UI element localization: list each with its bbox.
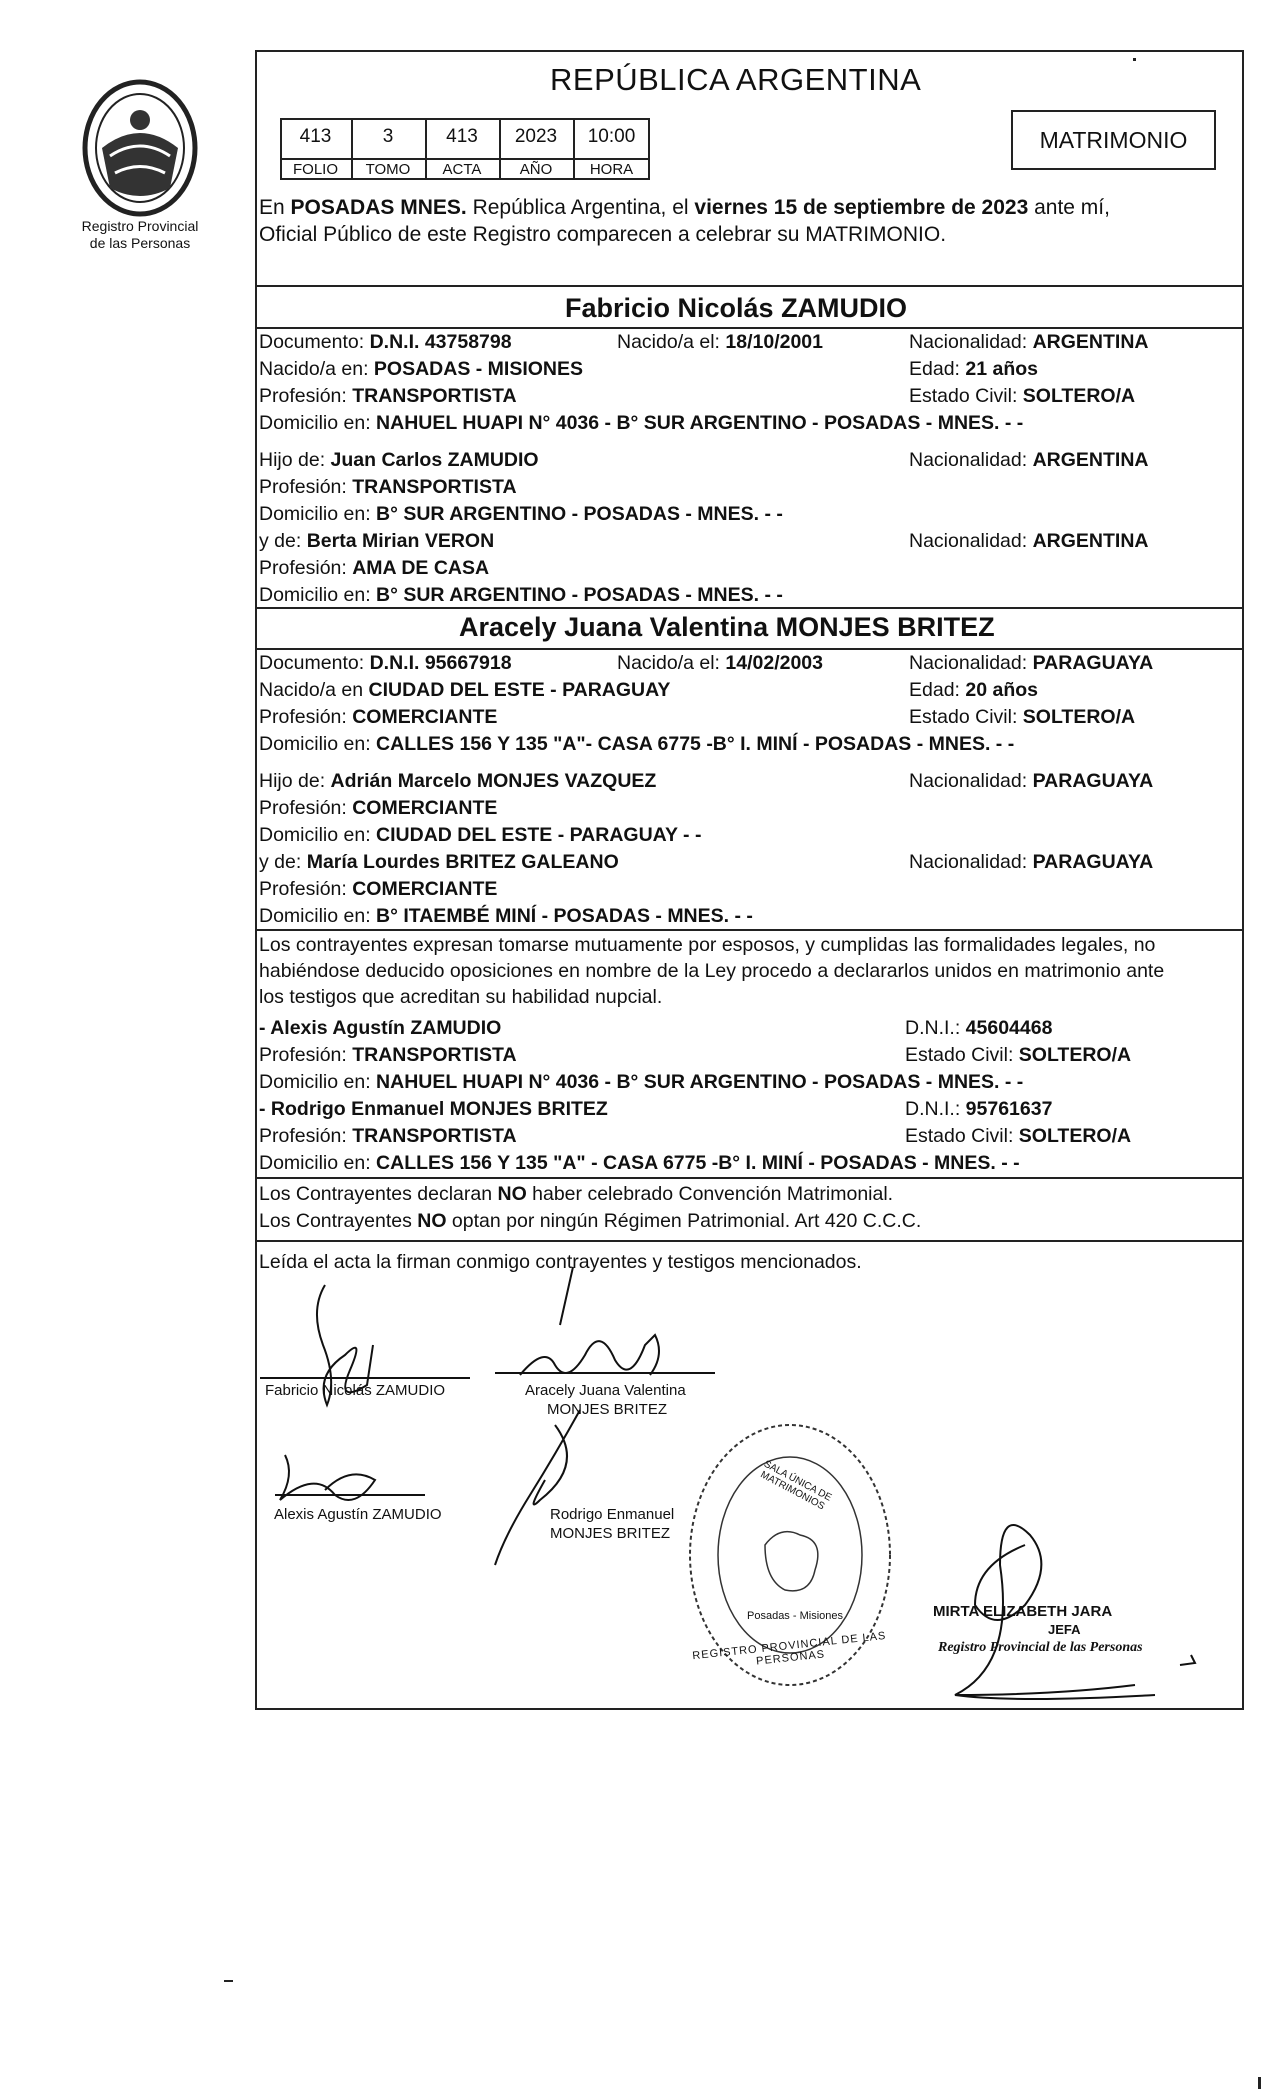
spouse1-mother-profession: Profesión: AMA DE CASA (259, 557, 490, 579)
spouse1-civil-status: Estado Civil: SOLTERO/A (909, 385, 1136, 407)
registry-name-line2: de las Personas (89, 235, 191, 251)
spouse1-address: Domicilio en: NAHUEL HUAPI N° 4036 - B° SUR ARGENTINO - POSADAS - MNES. - - (259, 412, 1024, 434)
closing-text: Leída el acta la firman conmigo contrayentes y testigos mencionados. (259, 1251, 862, 1273)
page-mark-top (1133, 58, 1136, 61)
spouse1-mother-nationality: Nacionalidad: ARGENTINA (909, 530, 1149, 552)
stamp-inner-text: SALA ÚNICA DE MATRIMONIOS (758, 1458, 834, 1513)
witness2-dni: D.N.I.: 95761637 (905, 1098, 1053, 1120)
official-name: MIRTA ELIZABETH JARA (933, 1603, 1113, 1620)
official-title: JEFA (1048, 1622, 1081, 1637)
signature-label-witness2-line2: MONJES BRITEZ (550, 1525, 671, 1542)
signature-label-witness1: Alexis Agustín ZAMUDIO (274, 1506, 442, 1523)
record-type-label: MATRIMONIO (1039, 127, 1188, 153)
spouse1-birthplace: Nacido/a en: POSADAS - MISIONES (259, 358, 584, 380)
tomo-label: TOMO (365, 161, 411, 178)
spouse2-birthdate: Nacido/a el: 14/02/2003 (617, 652, 824, 674)
record-type-box (1011, 110, 1216, 170)
witness2-civil-status: Estado Civil: SOLTERO/A (905, 1125, 1132, 1147)
intro-line-2: Oficial Público de este Registro comparecen a celebrar su MATRIMONIO. (259, 223, 947, 246)
declaration-line-3: los testigos que acreditan su habilidad nupcial. (259, 986, 663, 1008)
stamp-bottom-text: Posadas - Misiones (747, 1610, 843, 1622)
spouse2-birthplace: Nacido/a en CIUDAD DEL ESTE - PARAGUAY (259, 679, 671, 701)
witness2-name: - Rodrigo Enmanuel MONJES BRITEZ (259, 1098, 608, 1120)
folio-value: 413 (299, 126, 332, 147)
spouse2-mother-nationality: Nacionalidad: PARAGUAYA (909, 851, 1154, 873)
registry-logo (70, 78, 210, 218)
spouse2-father: Hijo de: Adrián Marcelo MONJES VAZQUEZ (259, 770, 657, 792)
folio-label: FOLIO (292, 161, 338, 178)
spouse1-name: Fabricio Nicolás ZAMUDIO (565, 293, 908, 323)
signature-label-spouse2-line1: Aracely Juana Valentina (525, 1382, 686, 1399)
regime-line-1: Los Contrayentes declaran NO haber celebrado Convención Matrimonial. (259, 1183, 894, 1205)
spouse1-birthdate: Nacido/a el: 18/10/2001 (617, 331, 824, 353)
spouse1-document: Documento: D.N.I. 43758798 (259, 331, 512, 353)
regime-line-2: Los Contrayentes NO optan por ningún Régimen Patrimonial. Art 420 C.C.C. (259, 1210, 922, 1232)
spouse1-father: Hijo de: Juan Carlos ZAMUDIO (259, 449, 539, 471)
spouse1-nationality: Nacionalidad: ARGENTINA (909, 331, 1149, 353)
spouse2-father-nationality: Nacionalidad: PARAGUAYA (909, 770, 1154, 792)
spouse1-age: Edad: 21 años (909, 358, 1039, 380)
registry-name-line1: Registro Provincial (81, 218, 199, 234)
witness1-civil-status: Estado Civil: SOLTERO/A (905, 1044, 1132, 1066)
acta-value: 413 (446, 126, 478, 147)
spouse2-document: Documento: D.N.I. 95667918 (259, 652, 512, 674)
country-title: REPÚBLICA ARGENTINA (550, 62, 922, 97)
intro-line-1: En POSADAS MNES. República Argentina, el viernes 15 de septiembre de 2023 ante mí, (259, 196, 1110, 219)
stamp-ring-text: REGISTRO PROVINCIAL DE LAS PERSONAS (691, 1629, 887, 1668)
official-org: Registro Provincial de las Personas (938, 1640, 1143, 1655)
spouse2-name: Aracely Juana Valentina MONJES BRITEZ (459, 612, 995, 642)
witness1-address: Domicilio en: NAHUEL HUAPI N° 4036 - B° SUR ARGENTINO - POSADAS - MNES. - - (259, 1071, 1024, 1093)
spouse1-father-profession: Profesión: TRANSPORTISTA (259, 476, 517, 498)
hour-label: HORA (589, 161, 634, 178)
witness1-profession: Profesión: TRANSPORTISTA (259, 1044, 517, 1066)
signature-label-spouse2-line2: MONJES BRITEZ (547, 1401, 668, 1418)
spouse2-mother-profession: Profesión: COMERCIANTE (259, 878, 498, 900)
spouse1-father-nationality: Nacionalidad: ARGENTINA (909, 449, 1149, 471)
hour-value: 10:00 (587, 126, 636, 147)
spouse2-father-address: Domicilio en: CIUDAD DEL ESTE - PARAGUAY - - (259, 824, 702, 846)
spouse1-father-address: Domicilio en: B° SUR ARGENTINO - POSADAS - MNES. - - (259, 503, 783, 525)
spouse2-nationality: Nacionalidad: PARAGUAYA (909, 652, 1154, 674)
declaration-line-1: Los contrayentes expresan tomarse mutuamente por esposos, y cumplidas las formalidades legales, no (259, 934, 1156, 956)
spouse1-profession: Profesión: TRANSPORTISTA (259, 385, 517, 407)
witness2-profession: Profesión: TRANSPORTISTA (259, 1125, 517, 1147)
spouse2-civil-status: Estado Civil: SOLTERO/A (909, 706, 1136, 728)
spouse2-mother-address: Domicilio en: B° ITAEMBÉ MINÍ - POSADAS - MNES. - - (259, 905, 753, 927)
province-seal-icon (70, 78, 210, 218)
witness2-address: Domicilio en: CALLES 156 Y 135 "A" - CASA 6775 -B° I. MINÍ - POSADAS - MNES. - - (259, 1152, 1020, 1174)
spouse2-mother: y de: María Lourdes BRITEZ GALEANO (259, 851, 619, 873)
spouse2-father-profession: Profesión: COMERCIANTE (259, 797, 498, 819)
year-label: AÑO (519, 161, 553, 178)
spouse1-mother-address: Domicilio en: B° SUR ARGENTINO - POSADAS - MNES. - - (259, 584, 783, 606)
tomo-value: 3 (382, 126, 394, 147)
declaration-line-2: habiéndose deducido oposiciones en nombre de la Ley procedo a declararlos unidos en matrimonio ante (259, 960, 1165, 982)
page-mark-bottom-right (1258, 2077, 1261, 2089)
year-value: 2023 (514, 126, 558, 147)
witness1-dni: D.N.I.: 45604468 (905, 1017, 1053, 1039)
acta-label: ACTA (442, 161, 482, 178)
spouse1-mother: y de: Berta Mirian VERON (259, 530, 495, 552)
signature-label-spouse1: Fabricio Nicolás ZAMUDIO (265, 1382, 446, 1399)
witness1-name: - Alexis Agustín ZAMUDIO (259, 1017, 502, 1039)
spouse2-address: Domicilio en: CALLES 156 Y 135 "A"- CASA 6775 -B° I. MINÍ - POSADAS - MNES. - - (259, 733, 1015, 755)
signature-label-witness2-line1: Rodrigo Enmanuel (550, 1506, 675, 1523)
spouse2-age: Edad: 20 años (909, 679, 1039, 701)
page-mark-bottom-left (224, 1980, 233, 1982)
spouse2-profession: Profesión: COMERCIANTE (259, 706, 498, 728)
